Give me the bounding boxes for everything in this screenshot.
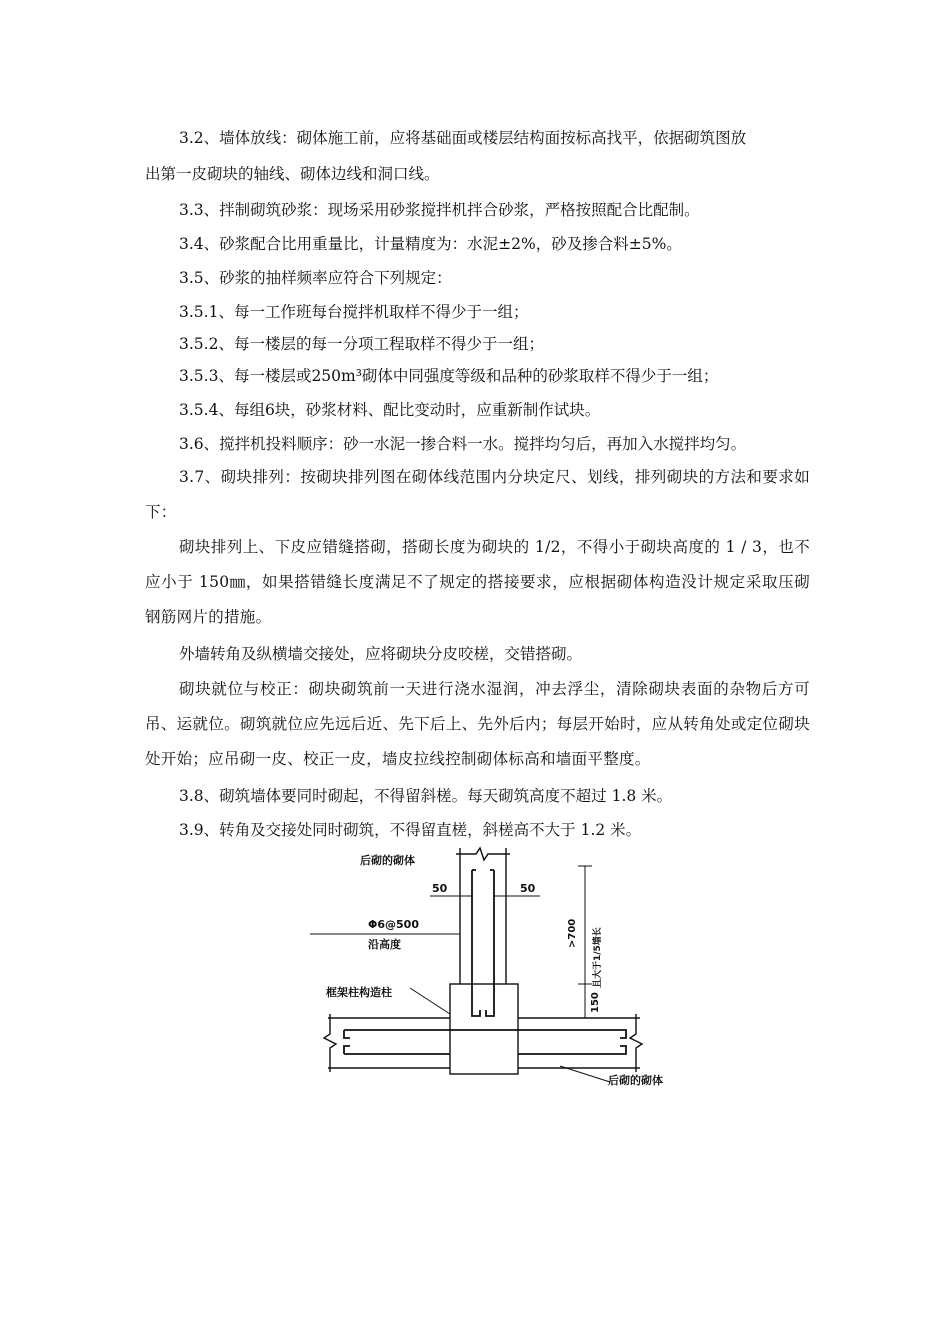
left-break-line — [324, 1014, 336, 1072]
masonry-connection-diagram — [310, 838, 680, 1098]
paragraph-3-3: 3.3、拌制砌筑砂浆：现场采用砂浆搅拌机拌合砂浆，严格按照配合比配制。 — [179, 201, 700, 219]
paragraph-3-7: 3.7、砌块排列：按砌块排列图在砌体线范围内分块定尺、划线，排列砌块的方法和要求如下： — [145, 468, 810, 521]
paragraph-3-2-line2: 出第一皮砌块的轴线、砌体边线和洞口线。 — [145, 165, 440, 183]
label-later-masonry-bottom: 后砌的砌体 — [608, 1074, 663, 1087]
paragraph-3-5-3: 3.5.3、每一楼层或250m³砌体中同强度等级和品种的砂浆取样不得少于一组； — [179, 367, 719, 385]
dim-height-700: >700 — [567, 918, 578, 948]
dim-height-note: 且大于1/5墙长 — [593, 927, 603, 988]
column-label: 框架柱构造柱 — [326, 986, 392, 999]
frame-column — [450, 984, 518, 1074]
dim-right-50: 50 — [520, 882, 536, 895]
vertical-rebar — [472, 870, 494, 1016]
paragraph-3-5-4: 3.5.4、每组6块，砂浆材料、配比变动时，应重新制作试块。 — [179, 401, 601, 419]
paragraph-3-6: 3.6、搅拌机投料顺序：砂一水泥一掺合料一水。搅拌均匀后，再加入水搅拌均匀。 — [179, 435, 747, 453]
paragraph-corner-junction: 外墙转角及纵横墙交接处，应将砌块分皮咬槎，交错搭砌。 — [179, 645, 583, 663]
paragraph-3-9: 3.9、转角及交接处同时砌筑，不得留直槎，斜槎高不大于 1.2 米。 — [179, 821, 642, 839]
paragraph-3-2-line1: 3.2、墙体放线：砌体施工前，应将基础面或楼层结构面按标高找平，依据砌筑图放 — [179, 129, 747, 147]
paragraph-3-8: 3.8、砌筑墙体要同时砌起，不得留斜槎。每天砌筑高度不超过 1.8 米。 — [179, 787, 673, 805]
paragraph-3-5: 3.5、砂浆的抽样频率应符合下列规定： — [179, 269, 452, 287]
paragraph-block-placement: 砌块就位与校正：砌块砌筑前一天进行浇水湿润，冲去浮尘，清除砌块表面的杂物后方可吊、运就位。砌筑就位应先远后近、先下后上、先外后内；每层开始时，应从转角处或定位砌块处开始；应吊砌一皮、校正一皮，墙皮拉线控制砌体标高和墙面平整度。 — [145, 680, 810, 768]
label-later-masonry-top: 后砌的砌体 — [360, 854, 415, 867]
right-break-line — [630, 1014, 642, 1072]
rebar-spec: Φ6@500 — [368, 918, 419, 931]
paragraph-3-4: 3.4、砂浆配合比用重量比，计量精度为：水泥±2%，砂及掺合料±5%。 — [179, 235, 682, 253]
horizontal-rebar — [344, 1030, 626, 1054]
dim-left-50: 50 — [432, 882, 448, 895]
rebar-along-height: 沿高度 — [368, 938, 401, 951]
dim-150: 150 — [590, 992, 601, 1013]
paragraph-3-5-1: 3.5.1、每一工作班每台搅拌机取样不得少于一组； — [179, 303, 529, 321]
paragraph-3-5-2: 3.5.2、每一楼层的每一分项工程取样不得少于一组； — [179, 335, 544, 353]
paragraph-block-staggering: 砌块排列上、下皮应错缝搭砌，搭砌长度为砌块的 1/2，不得小于砌块高度的 1 / 3，也不应小于 150㎜，如果搭错缝长度满足不了规定的搭接要求，应根据砌体构造没计规定采取压砌钢筋网片的措施。 — [145, 538, 810, 626]
top-break-line — [456, 848, 510, 860]
